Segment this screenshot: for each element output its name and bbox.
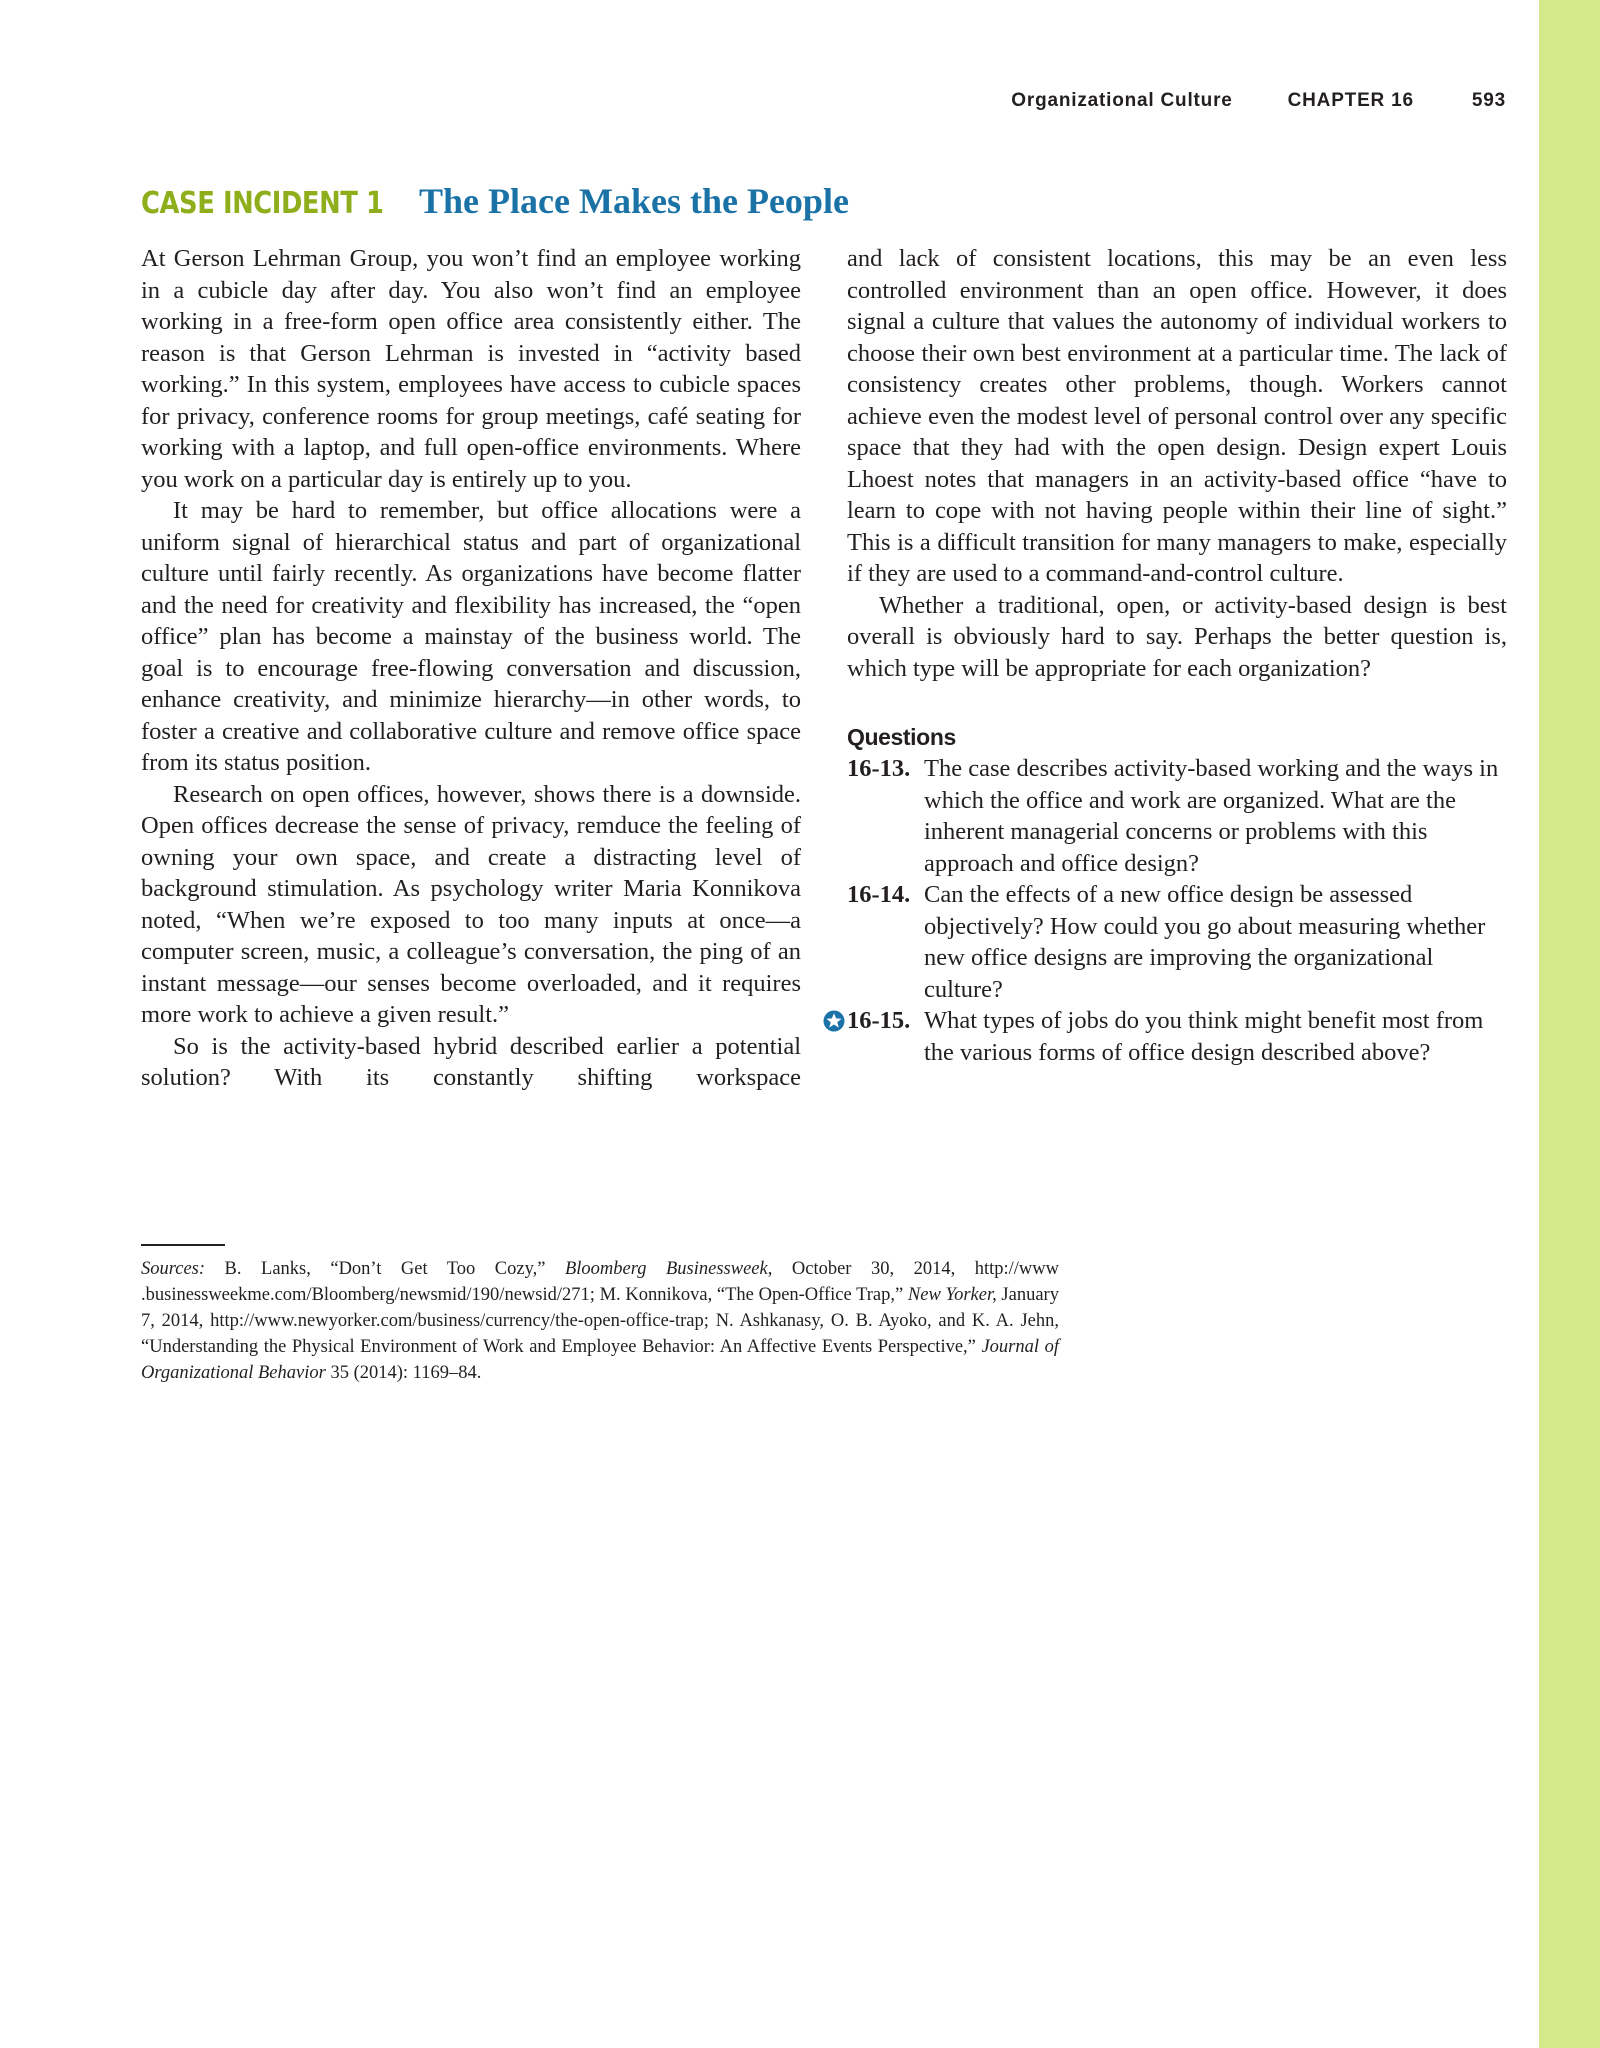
body-paragraph-2: It may be hard to remember, but office allocations were a uniform signal of hierarchical status and part of organizational culture until fairly recently. As organizations have become flatter and the need for creativity and flexibility has increased, the “open office” plan has become a mainstay of the business world. The goal is to encourage free-flowing conversation and discussion, enhance creativity, and minimize hierarchy—in other words, to foster a creative and collaborative culture and remove office space from its status position.: [141, 497, 801, 776]
question-number: 16-13.: [847, 755, 911, 782]
sources-label: Sources:: [141, 1259, 206, 1279]
body-paragraph-1: At Gerson Lehrman Group, you won’t find an employee working in a cubicle day after day. You also won’t find an employee working in a free-form open office area consistently either. The reason is that Gerson Lehrman is invested in “activity based working.” In this system, employees have access to cubicle spaces for privacy, conference rooms for group meetings, café seating for working with a laptop, and full open-office environments. Where you work on a particular day is entirely up to you.: [141, 245, 801, 493]
sources-text: January 7, 2014, http://www.newyorker.com/business/currency/the-open-office-trap; N. Ashkanasy, O. B. Ayoko, and K. A. Jehn, “Understanding the Physical Environment of Work and Employee Behavior: An Affective Events Perspective,”: [141, 1285, 1059, 1357]
page-number: 593: [1471, 90, 1506, 111]
case-label: CASE INCIDENT 1: [141, 186, 384, 221]
right-column: [847, 243, 1507, 1068]
body-paragraph-4-continued: and lack of consistent locations, this may be an even less controlled environment than an open office. However, it does signal a culture that values the autonomy of individual workers to choose their own best environment at a particular time. The lack of consistency creates other problems, though. Workers cannot achieve even the modest level of personal control over any specific space that they had with the open design. Design expert Louis Lhoest notes that managers in an activity-based office “have to learn to cope with not having people within their line of sight.” This is a difficult transition for many managers to make, especially if they are used to a command-and-control culture.: [847, 245, 1507, 587]
sources-text: , October 30, 2014, http://www .businessweekme.com/Bloomberg/newsmid/190/newsid/271; M. Konnikova, “The Open-Office Trap,”: [141, 1259, 1059, 1305]
running-head-section: Organizational Culture: [1011, 90, 1233, 111]
question-text: What types of jobs do you think might benefit most from the various forms of office design described above?: [924, 1007, 1484, 1066]
question-number: 16-14.: [847, 881, 911, 908]
star-icon: [823, 1010, 845, 1032]
case-name: The Place Makes the People: [419, 181, 849, 221]
left-column: [141, 243, 801, 1094]
question-text: The case describes activity-based working and the ways in which the office and work are organized. What are the inherent managerial concerns or problems with this approach and office design?: [924, 755, 1499, 877]
footnote-rule: [141, 1244, 225, 1246]
question-text: Can the effects of a new office design be assessed objectively? How could you go about measuring whether new office designs are improving the organizational culture?: [924, 881, 1486, 1003]
body-paragraph-5: Whether a traditional, open, or activity-based design is best overall is obviously hard to say. Perhaps the better question is, which type will be appropriate for each organization?: [847, 591, 1507, 682]
body-paragraph-3: Research on open offices, however, shows there is a downside. Open offices decrease the sense of privacy, remduce the feeling of owning your own space, and create a distracting level of background stimulation. As psychology writer Maria Konnikova noted, “When we’re exposed to too many inputs at once—a computer screen, music, a colleague’s conversation, the ping of an instant message—our senses become overloaded, and it requires more work to achieve a given result.”: [141, 780, 801, 1028]
sources-text: B. Lanks, “Don’t Get Too Cozy,”: [205, 1259, 565, 1279]
running-head-chapter: CHAPTER 16: [1287, 90, 1414, 111]
sources-publication: New Yorker,: [907, 1285, 997, 1305]
sources-publication: Journal of Organizational Behavior: [141, 1337, 1059, 1383]
questions-heading: Questions: [847, 724, 956, 750]
running-head: [960, 90, 1506, 112]
case-title: [141, 180, 1511, 222]
sources-text: 35 (2014): 1169–84.: [325, 1363, 482, 1383]
side-color-strip: [1539, 0, 1600, 2048]
body-paragraph-4: So is the activity-based hybrid described earlier a potential solution? With its constantly shifting workspace: [141, 1032, 801, 1091]
question-number: 16-15.: [847, 1007, 911, 1034]
question-item: [847, 753, 1507, 879]
question-item: [847, 879, 1507, 1005]
sources-note: [141, 1256, 1059, 1386]
sources-publication: Bloomberg Businessweek: [564, 1259, 768, 1279]
question-item: [847, 1005, 1507, 1068]
